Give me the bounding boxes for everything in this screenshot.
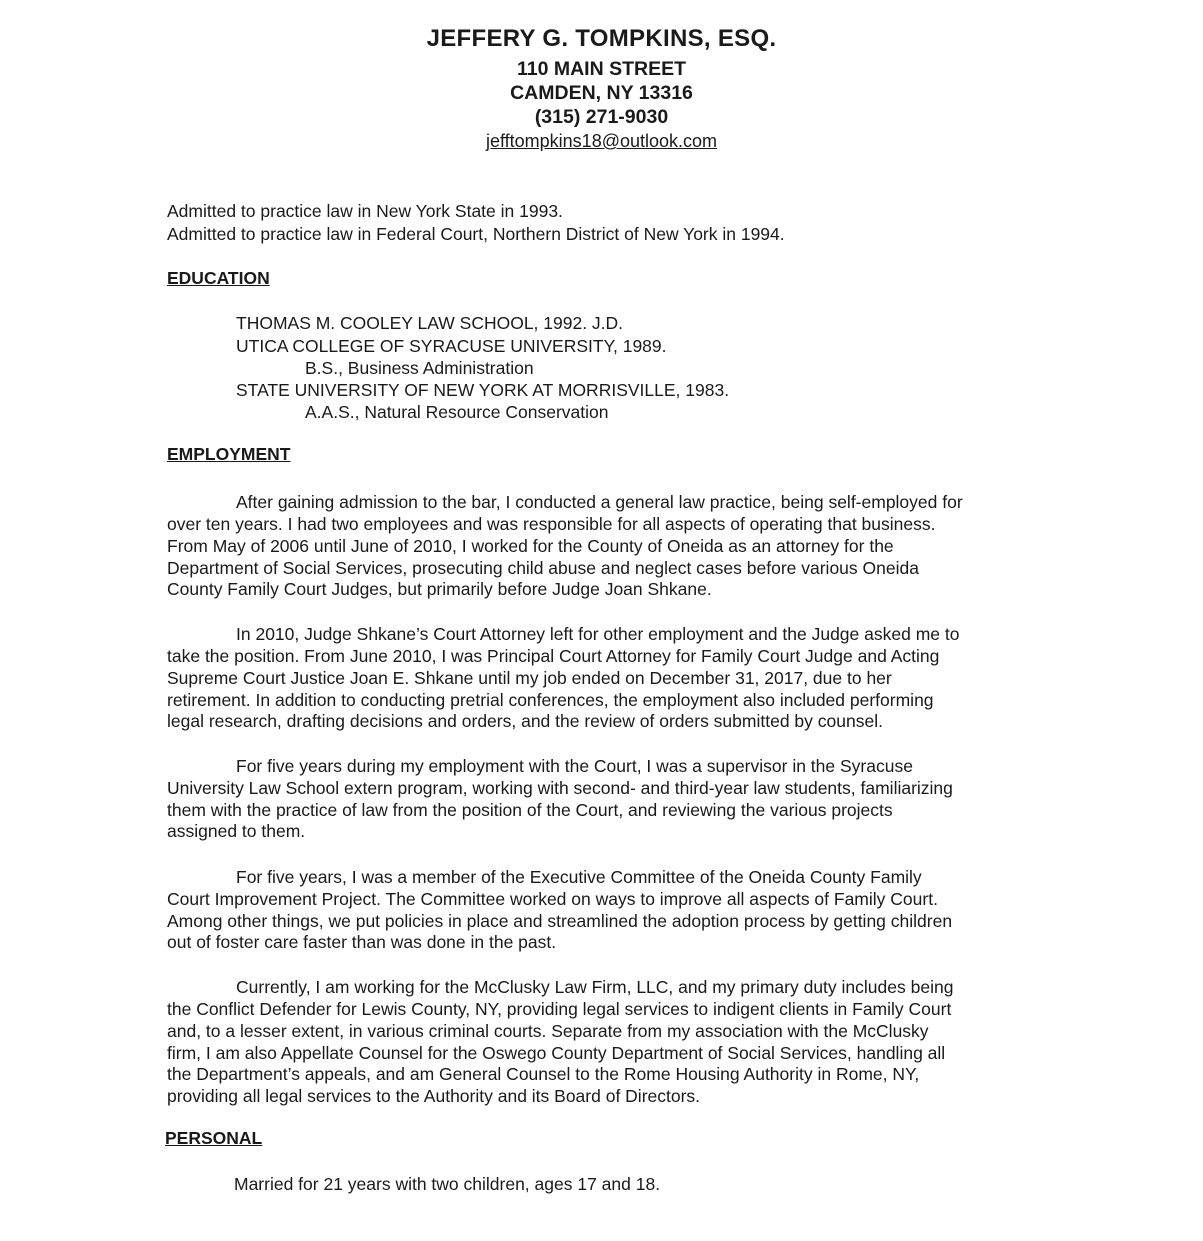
paragraph-line: In 2010, Judge Shkane’s Court Attorney left for other employment and the Judge asked me to (236, 624, 960, 644)
paragraph-line: the Conflict Defender for Lewis County, NY, providing legal services to indigent clients in Family Court (167, 999, 952, 1019)
education-heading: EDUCATION (167, 268, 270, 288)
email-link[interactable]: jefftompkins18@outlook.com (485, 131, 718, 151)
education-line: STATE UNIVERSITY OF NEW YORK AT MORRISVILLE, 1983. (236, 380, 730, 400)
paragraph-line: University Law School extern program, working with second- and third-year law students, familiarizing (167, 778, 953, 798)
paragraph-line: From May of 2006 until June of 2010, I worked for the County of Oneida as an attorney for the (167, 536, 894, 556)
paragraph-line: Court Improvement Project. The Committee worked on ways to improve all aspects of Family Court. (167, 889, 938, 909)
paragraph-line: legal research, drafting decisions and orders, and the review of orders submitted by counsel. (167, 711, 883, 731)
paragraph-line: take the position. From June 2010, I was Principal Court Attorney for Family Court Judge and Acting (167, 646, 940, 666)
paragraph-line: retirement. In addition to conducting pretrial conferences, the employment also included performing (167, 690, 934, 710)
paragraph-line: and, to a lesser extent, in various criminal courts. Separate from my association with the McClusky (167, 1021, 929, 1041)
personal-heading: PERSONAL (165, 1128, 263, 1148)
paragraph-line: County Family Court Judges, but primarily before Judge Joan Shkane. (167, 579, 712, 599)
street-address: 110 MAIN STREET (516, 58, 687, 80)
paragraph-line: assigned to them. (167, 821, 306, 841)
admission-federal-court: Admitted to practice law in Federal Court, Northern District of New York in 1994. (167, 224, 785, 244)
paragraph-line: Department of Social Services, prosecuting child abuse and neglect cases before various Oneida (167, 558, 919, 578)
education-line: UTICA COLLEGE OF SYRACUSE UNIVERSITY, 1989. (236, 336, 667, 356)
paragraph-line: the Department’s appeals, and am General Counsel to the Rome Housing Authority in Rome, NY, (167, 1064, 920, 1084)
admission-ny-state: Admitted to practice law in New York State in 1993. (167, 201, 563, 221)
paragraph-line: them with the practice of law from the position of the Court, and reviewing the various projects (167, 800, 893, 820)
attorney-name: JEFFERY G. TOMPKINS, ESQ. (426, 25, 777, 52)
paragraph-line: providing all legal services to the Authority and its Board of Directors. (167, 1086, 701, 1106)
paragraph-line: Currently, I am working for the McClusky Law Firm, LLC, and my primary duty includes being (236, 977, 954, 997)
paragraph-line: Supreme Court Justice Joan E. Shkane until my job ended on December 31, 2017, due to her (167, 668, 892, 688)
paragraph-line: For five years during my employment with the Court, I was a supervisor in the Syracuse (236, 756, 913, 776)
education-degree: A.A.S., Natural Resource Conservation (305, 402, 609, 422)
paragraph-line: After gaining admission to the bar, I conducted a general law practice, being self-employed for (236, 492, 963, 512)
email-line (0, 130, 1203, 152)
city-state-zip: CAMDEN, NY 13316 (510, 82, 693, 104)
phone-number: (315) 271-9030 (534, 106, 669, 128)
paragraph-line: over ten years. I had two employees and was responsible for all aspects of operating that business. (167, 514, 936, 534)
paragraph-line: firm, I am also Appellate Counsel for the Oswego County Department of Social Services, handling all (167, 1043, 946, 1063)
education-degree: B.S., Business Administration (305, 358, 534, 378)
employment-heading: EMPLOYMENT (167, 444, 291, 464)
personal-text: Married for 21 years with two children, ages 17 and 18. (234, 1174, 661, 1194)
paragraph-line: out of foster care faster than was done in the past. (167, 932, 557, 952)
education-line: THOMAS M. COOLEY LAW SCHOOL, 1992. J.D. (236, 313, 624, 333)
paragraph-line: Among other things, we put policies in place and streamlined the adoption process by getting children (167, 911, 953, 931)
paragraph-line: For five years, I was a member of the Executive Committee of the Oneida County Family (236, 867, 922, 887)
